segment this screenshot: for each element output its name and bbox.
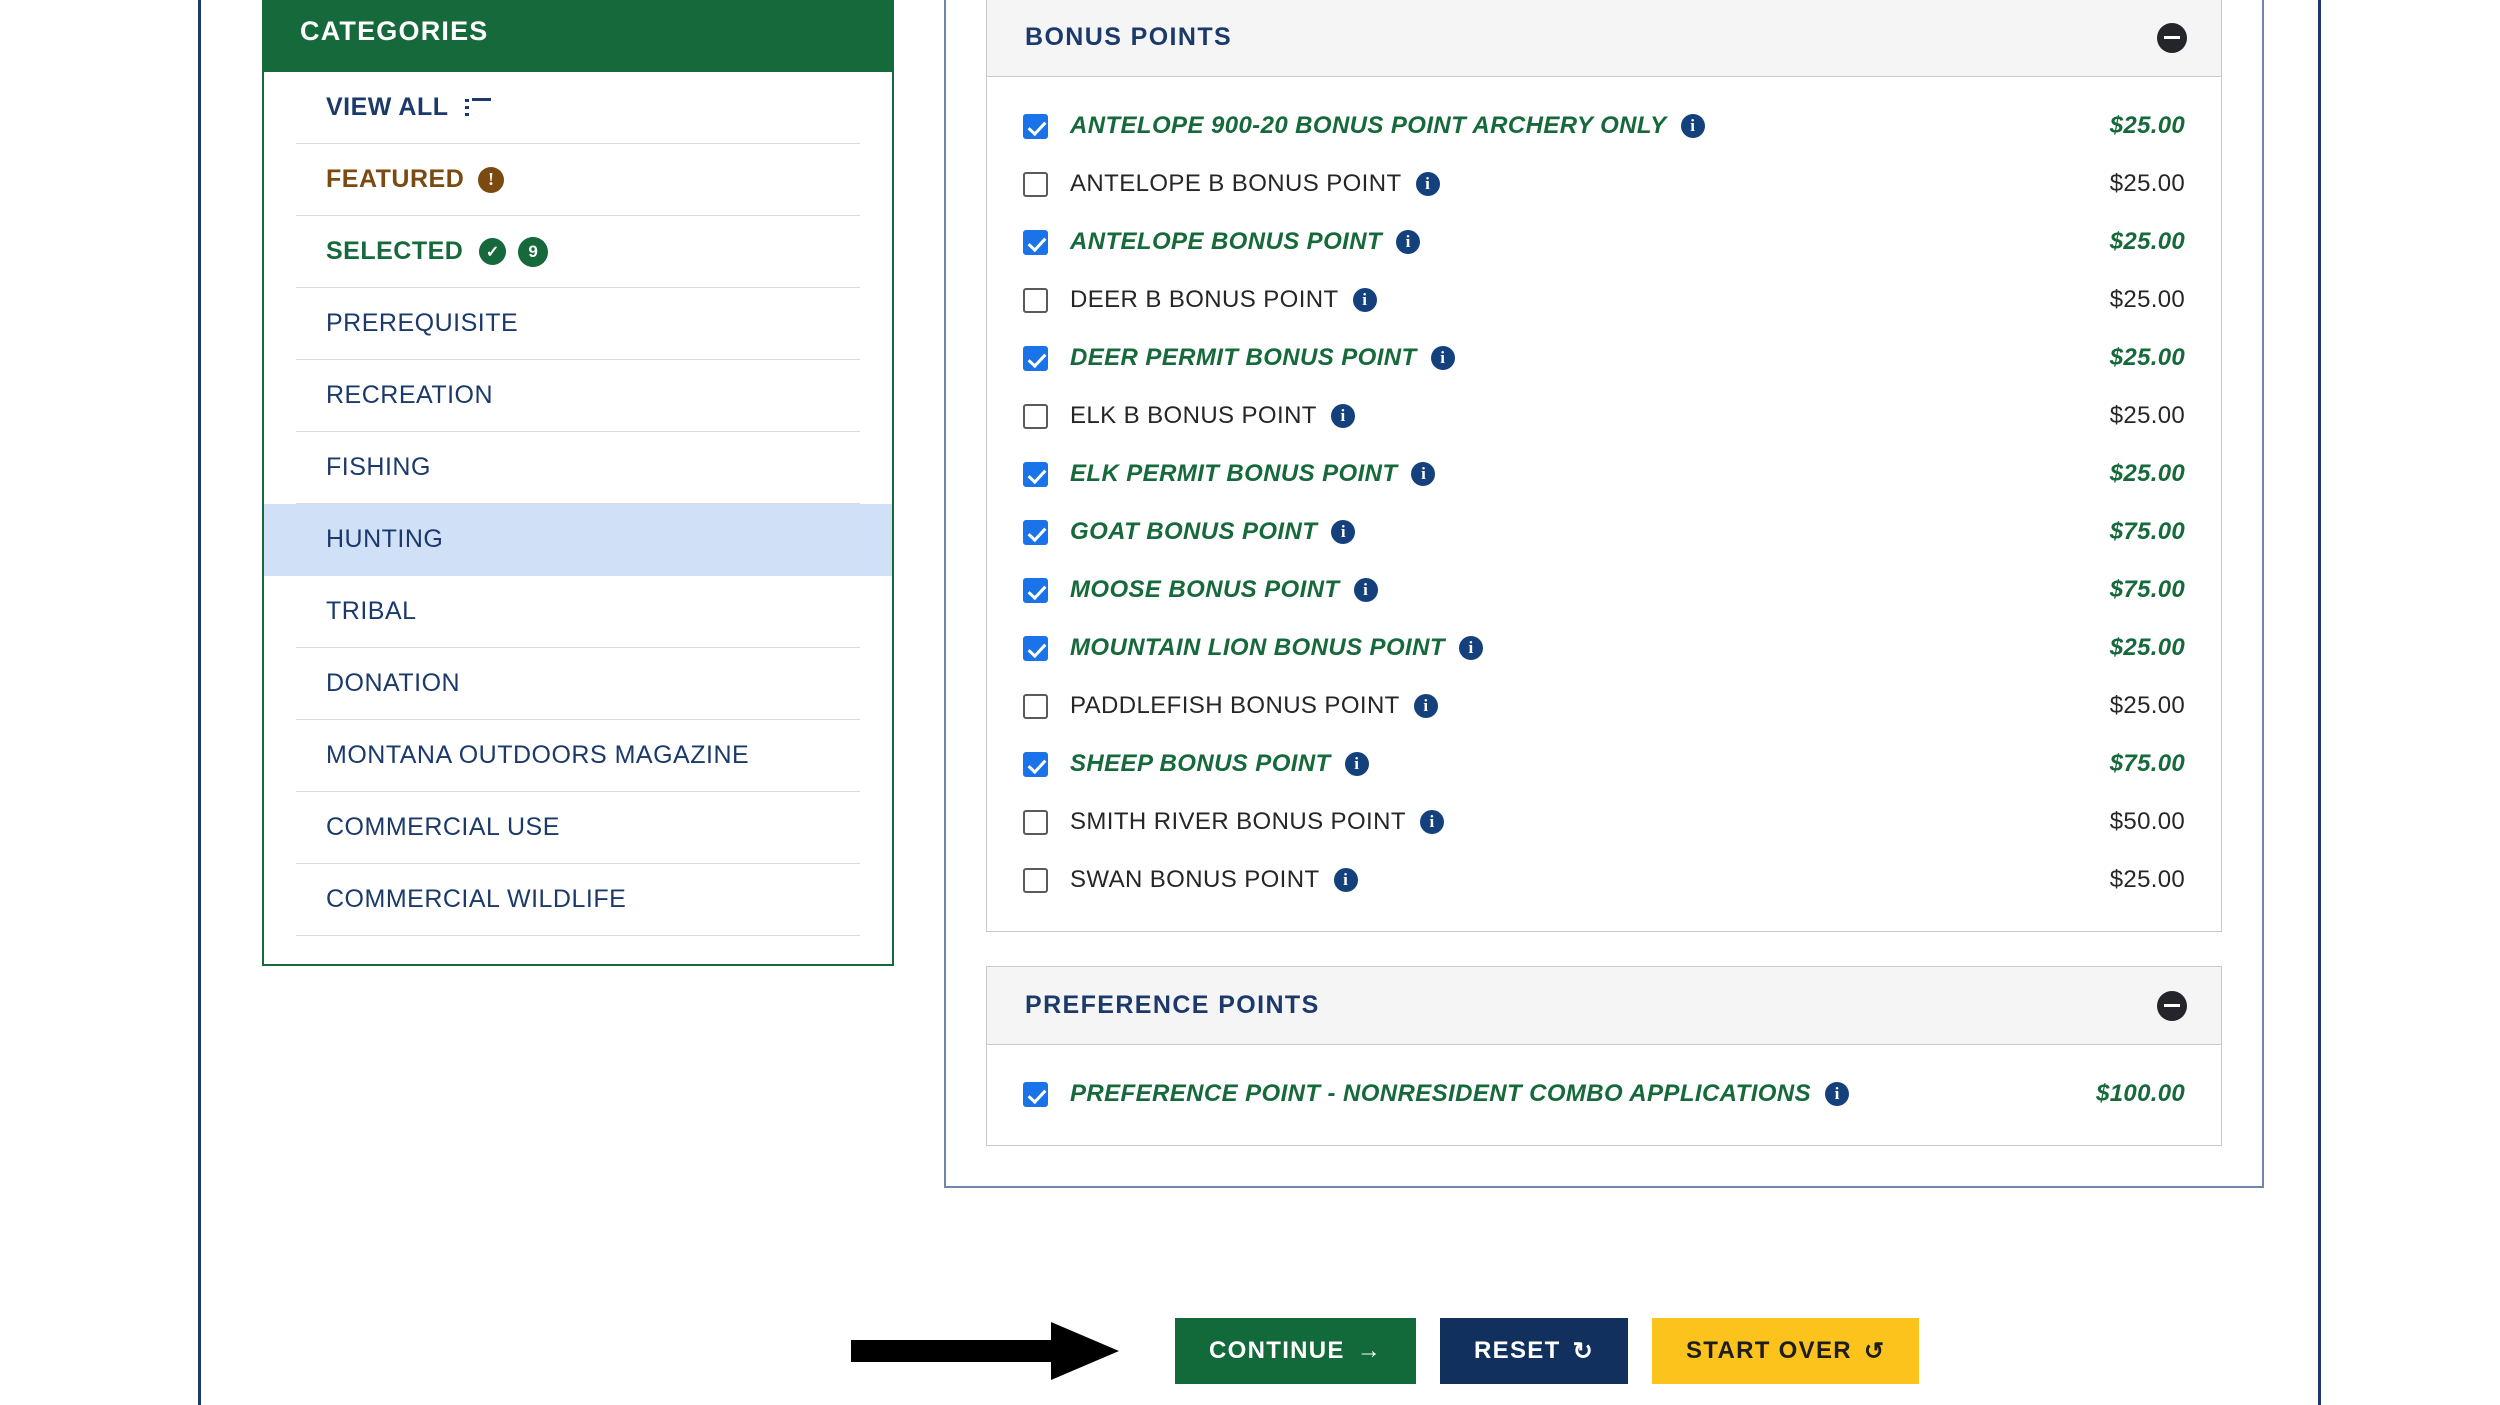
sidebar-item-commercial-use[interactable] [296,792,860,864]
check-badge-icon: ✓ [479,238,506,265]
row-checkbox[interactable] [1023,578,1048,603]
row-checkbox[interactable] [1023,404,1048,429]
pointer-arrow-annotation [851,1318,1181,1384]
row-label: DEER PERMIT BONUS POINT [1070,344,1417,371]
table-row[interactable] [1023,735,2185,793]
sidebar-item-label: HUNTING [326,525,444,553]
info-icon[interactable]: i [1334,868,1358,892]
table-row[interactable] [1023,271,2185,329]
table-row[interactable] [1023,155,2185,213]
page-frame-right-border [2318,0,2321,1405]
categories-list [264,72,892,964]
sidebar-item-label: COMMERCIAL WILDLIFE [326,885,627,913]
info-icon[interactable]: i [1331,404,1355,428]
row-label: SMITH RIVER BONUS POINT [1070,808,1406,835]
row-label: DEER B BONUS POINT [1070,286,1339,313]
sidebar-item-view-all[interactable] [296,72,860,144]
product-panel [944,0,2264,1188]
section-title: PREFERENCE POINTS [1025,991,1320,1019]
row-price: $50.00 [2109,808,2185,835]
start-over-button-label: START OVER [1685,1337,1852,1364]
row-label: ELK PERMIT BONUS POINT [1070,460,1398,487]
row-price: $75.00 [2109,750,2185,777]
sidebar-item-label: FISHING [326,453,431,481]
row-checkbox[interactable] [1023,230,1048,255]
row-price: $25.00 [2109,402,2185,429]
row-label: MOUNTAIN LION BONUS POINT [1070,634,1445,661]
row-label: GOAT BONUS POINT [1070,518,1318,545]
row-checkbox[interactable] [1023,810,1048,835]
table-row[interactable] [1023,1065,2185,1123]
sidebar-item-prerequisite[interactable] [296,288,860,360]
row-checkbox[interactable] [1023,114,1048,139]
row-price: $100.00 [2096,1080,2185,1107]
sidebar-item-featured[interactable] [296,144,860,216]
info-icon[interactable]: i [1354,578,1378,602]
action-button-bar [1175,1318,1919,1384]
info-icon[interactable]: i [1331,520,1355,544]
row-checkbox[interactable] [1023,1082,1048,1107]
row-price: $75.00 [2109,518,2185,545]
section-title: BONUS POINTS [1025,23,1233,51]
info-icon[interactable]: i [1345,752,1369,776]
row-price: $25.00 [2109,866,2185,893]
sidebar-item-fishing[interactable] [296,432,860,504]
row-price: $25.00 [2109,634,2185,661]
row-checkbox[interactable] [1023,868,1048,893]
info-icon[interactable]: i [1420,810,1444,834]
reset-button-label: RESET [1474,1337,1561,1364]
sidebar-item-label: COMMERCIAL USE [326,813,560,841]
row-checkbox[interactable] [1023,520,1048,545]
sidebar-item-label: FEATURED [326,165,465,193]
row-checkbox[interactable] [1023,462,1048,487]
section-header-bonus-points[interactable] [987,0,2221,77]
row-checkbox[interactable] [1023,172,1048,197]
info-icon[interactable]: i [1681,114,1705,138]
sidebar-item-recreation[interactable] [296,360,860,432]
row-price: $25.00 [2109,286,2185,313]
row-price: $25.00 [2109,344,2185,371]
row-label: PREFERENCE POINT - NONRESIDENT COMBO APPLICATIONS [1070,1080,1811,1107]
start-over-button[interactable] [1652,1318,1919,1384]
row-checkbox[interactable] [1023,346,1048,371]
list-icon [465,98,491,118]
table-row[interactable] [1023,213,2185,271]
refresh-icon: ↻ [1572,1337,1594,1365]
table-row[interactable] [1023,793,2185,851]
row-checkbox[interactable] [1023,636,1048,661]
table-row[interactable] [1023,619,2185,677]
categories-header: CATEGORIES [264,0,892,72]
row-label: ELK B BONUS POINT [1070,402,1317,429]
row-label: ANTELOPE BONUS POINT [1070,228,1383,255]
row-checkbox[interactable] [1023,694,1048,719]
info-icon[interactable]: i [1396,230,1420,254]
info-icon[interactable]: i [1411,462,1435,486]
continue-button-label: CONTINUE [1209,1337,1345,1364]
minus-circle-icon[interactable] [2157,991,2187,1021]
undo-icon: ↺ [1863,1337,1886,1365]
section-preference-points [986,966,2222,1146]
row-checkbox[interactable] [1023,752,1048,777]
exclamation-badge-icon: ! [478,167,504,193]
info-icon[interactable]: i [1416,172,1440,196]
row-price: $25.00 [2109,460,2185,487]
reset-button[interactable] [1440,1318,1628,1384]
section-bonus-points [986,0,2222,932]
sidebar-item-commercial-wildlife[interactable] [296,864,860,936]
row-label: SHEEP BONUS POINT [1070,750,1331,777]
minus-circle-icon[interactable] [2157,23,2187,53]
sidebar-item-tribal[interactable] [296,576,860,648]
selected-count-badge: 9 [518,237,548,267]
table-row[interactable] [1023,329,2185,387]
page-frame-left-border [198,0,201,1405]
info-icon[interactable]: i [1414,694,1438,718]
row-price: $25.00 [2109,692,2185,719]
sidebar-item-label: MONTANA OUTDOORS MAGAZINE [326,741,750,769]
row-label: ANTELOPE B BONUS POINT [1070,170,1402,197]
info-icon[interactable]: i [1825,1082,1849,1106]
continue-button[interactable] [1175,1318,1416,1384]
section-body-bonus-points [987,77,2221,931]
table-row[interactable] [1023,677,2185,735]
row-label: PADDLEFISH BONUS POINT [1070,692,1400,719]
sidebar-item-hunting[interactable] [264,504,892,576]
arrow-right-icon: → [1356,1337,1383,1364]
sidebar-item-label: PREREQUISITE [326,309,519,337]
sidebar-item-selected[interactable] [296,216,860,288]
table-row[interactable] [1023,503,2185,561]
table-row[interactable] [1023,851,2185,909]
sidebar-item-label: TRIBAL [326,597,417,625]
sidebar-item-label: DONATION [326,669,461,697]
sidebar-item-label: RECREATION [326,381,494,409]
table-row[interactable] [1023,445,2185,503]
row-label: MOOSE BONUS POINT [1070,576,1340,603]
section-body-preference-points [987,1045,2221,1145]
row-price: $25.00 [2109,228,2185,255]
sidebar-item-donation[interactable] [296,648,860,720]
sidebar-item-montana-outdoors-magazine[interactable] [296,720,860,792]
row-checkbox[interactable] [1023,288,1048,313]
sidebar-item-label: SELECTED [326,237,464,265]
info-icon[interactable]: i [1431,346,1455,370]
table-row[interactable] [1023,97,2185,155]
row-label: ANTELOPE 900-20 BONUS POINT ARCHERY ONLY [1070,112,1667,139]
row-price: $75.00 [2109,576,2185,603]
table-row[interactable] [1023,561,2185,619]
info-icon[interactable]: i [1353,288,1377,312]
row-price: $25.00 [2109,112,2185,139]
row-label: SWAN BONUS POINT [1070,866,1320,893]
section-header-preference-points[interactable] [987,967,2221,1045]
categories-panel [262,0,894,966]
row-price: $25.00 [2109,170,2185,197]
table-row[interactable] [1023,387,2185,445]
info-icon[interactable]: i [1459,636,1483,660]
sidebar-item-label: VIEW ALL [326,93,449,121]
